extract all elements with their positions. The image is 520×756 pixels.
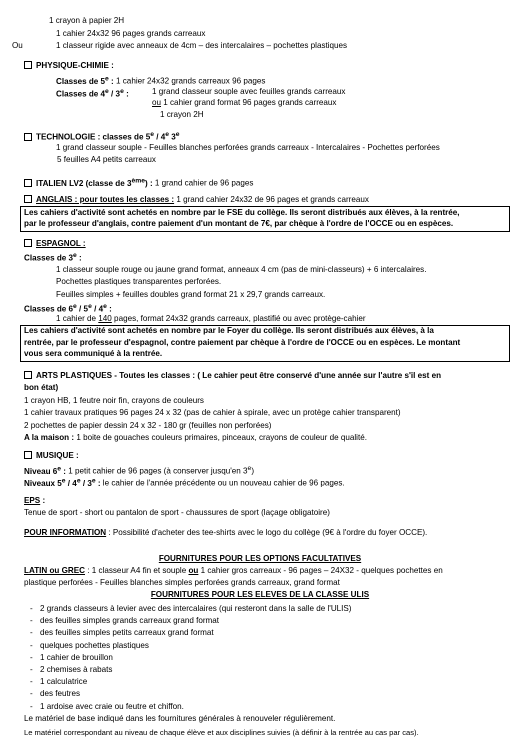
list-item-text: 2 chemises à rabats [40,665,113,674]
list-dash: - [30,665,33,674]
espagnol-heading: ESPAGNOL : [24,239,86,250]
list-dash: - [30,652,33,662]
checkbox-icon [24,133,32,141]
list-dash: - [30,628,33,638]
ulis-list-item [30,665,112,676]
espagnol-l4: 1 cahier de 140 pages, format 24x32 grands carreaux, plastifié ou avec protège-cahier [56,314,366,323]
ulis-list-item [30,604,352,615]
list-item-text: 1 calculatrice [40,677,88,687]
checkbox-icon [24,195,32,203]
list-item-text: 1 cahier de brouillon [40,652,113,662]
options-latin-l1: LATIN ou GREC : 1 classeur A4 fin et souple ou 1 cahier gros carreaux - 96 pages – 24X32 - quelques pochettes en [24,566,443,575]
ulis-note-2: Le matériel correspondant au niveau de chaque élève et aux disciplines suivies (à définir à la rentrée au cas par cas). [24,728,419,737]
checkbox-icon [24,61,32,69]
ulis-heading: FOURNITURES POUR LES ELEVES DE LA CLASSE ULIS [150,590,370,599]
espagnol-c3: Classes de 3e : [24,252,82,263]
espagnol-box-l3: vous sera communiqué à la rentrée. [24,349,163,358]
physique-c43-label: Classes de 4e / 3e : [56,88,129,99]
top-line-3: 1 classeur rigide avec anneaux de 4cm – des intercalaires – pochettes plastiques [56,41,348,50]
espagnol-l2: Pochettes plastiques transparentes perforées. [56,277,222,286]
espagnol-box-l2: rentrée, par le professeur d'espagnol, contre paiement par chèque à l'ordre de l'OCCE ou en espèces. Le montant [24,338,461,347]
arts-l2: 1 cahier travaux pratiques 96 pages 24 x 32 (pas de cahier à spirale, avec un protège cahier transparent) [24,408,401,417]
ulis-list-item [30,689,80,700]
list-dash: - [30,616,33,626]
techno-l1: 1 grand classeur souple - Feuilles blanches perforées grands carreaux - Intercalaires - Pochettes perforées [56,143,440,152]
musique-n6: Niveau 6e : 1 petit cahier de 96 pages (à conserver jusqu'en 3e) [24,465,255,476]
list-item-text: quelques pochettes plastiques [40,640,149,650]
arts-l1: 1 crayon HB, 1 feutre noir fin, crayons de couleurs [24,396,204,405]
espagnol-c654: Classes de 6e / 5e / 4e : [24,303,112,314]
physique-c5: Classes de 5e : 1 cahier 24x32 grands carreaux 96 pages [56,75,266,86]
checkbox-icon [24,179,32,187]
anglais-box-l2: par le professeur d'anglais, contre paiement d'un montant de 7€, par chèque à l'ordre de l'OCCE ou en espèces. [24,219,454,228]
eps-heading: EPS : [24,496,46,505]
ulis-list-item [30,677,87,688]
list-dash: - [30,689,33,699]
ulis-list-item [30,641,149,652]
italien-line: ITALIEN LV2 (classe de 3ème) : 1 grand cahier de 96 pages [24,176,253,189]
physique-c43-l3: 1 crayon 2H [160,110,204,119]
list-dash: - [30,640,33,650]
options-latin-l2: plastique perforées - Feuilles blanches simples perforées grands carreaux, grand format [24,578,340,587]
checkbox-icon [24,239,32,247]
list-item-text: des feutres [40,689,81,699]
ulis-note-1: Le matériel de base indiqué dans les fournitures générales à renouveler régulièrement. [24,714,336,723]
arts-heading-l2: bon état) [24,383,59,392]
anglais-line: ANGLAIS : pour toutes les classes : 1 grand cahier 24x32 de 96 pages et grands carreaux [24,195,369,206]
list-dash: - [30,677,33,687]
arts-maison: A la maison : 1 boite de gouaches couleurs primaires, pinceaux, crayons de couleur de qualité. [24,433,367,442]
top-line-2: 1 cahier 24x32 96 pages grands carreaux [56,29,206,38]
physique-c43-l1: 1 grand classeur souple avec feuilles grands carreaux [152,87,346,96]
techno-l2: 5 feuilles A4 petits carreaux [57,155,156,164]
eps-text: Tenue de sport - short ou pantalon de sport - chaussures de sport (laçage obligatoire) [24,508,330,517]
techno-heading: TECHNOLOGIE : classes de 5e / 4e 3e [24,130,180,143]
ulis-list-item [30,653,113,664]
list-dash: - [30,604,33,613]
ulis-list-item [30,702,184,713]
espagnol-box-l1: Les cahiers d'activité sont achetés en nombre par le Foyer du collège. Ils seront distribués aux élèves, à la [24,326,434,335]
musique-n543: Niveaux 5e / 4e / 3e : le cahier de l'année précédente ou un nouveau cahier de 96 pages. [24,477,345,488]
list-item-text: des feuilles simples grands carreaux grand format [40,616,220,626]
ulis-list-item [30,628,214,639]
espagnol-l3: Feuilles simples + feuilles doubles grand format 21 x 29,7 grands carreaux. [56,290,326,299]
list-dash: - [30,701,33,711]
arts-heading: ARTS PLASTIQUES - Toutes les classes : ( Le cahier peut être conservé d'une année sur l'autre s'il est en [24,371,441,382]
physique-heading: PHYSIQUE-CHIMIE : [24,61,114,72]
options-heading: FOURNITURES POUR LES OPTIONS FACULTATIVES [158,554,362,563]
list-item-text: des feuilles simples petits carreaux grand format [40,628,214,638]
list-item-text: 1 ardoise avec craie ou feutre et chiffon. [40,701,184,711]
arts-l3: 2 pochettes de papier dessin 24 x 32 - 180 gr (feuilles non perforées) [24,421,272,430]
info-line: POUR INFORMATION : Possibilité d'acheter des tee-shirts avec le logo du collège (9€ à l'ordre du foyer OCCE). [24,528,428,537]
top-line-1: 1 crayon à papier 2H [49,16,125,25]
physique-c43-l2: ou 1 cahier grand format 96 pages grands carreaux [152,98,337,107]
espagnol-l1: 1 classeur souple rouge ou jaune grand format, anneaux 4 cm (pas de mini-classeurs) + 6 intercalaires. [56,265,427,274]
checkbox-icon [24,371,32,379]
anglais-box-l1: Les cahiers d'activité sont achetés en nombre par le FSE du collège. Ils seront distribués aux élèves, à la rentrée, [24,208,460,217]
top-ou: Ou [12,41,23,50]
checkbox-icon [24,451,32,459]
list-item-text: 2 grands classeurs à levier avec des intercalaires (qui resteront dans la salle de l'ULIS) [40,604,352,613]
ulis-list-item [30,616,219,627]
musique-heading: MUSIQUE : [24,451,79,462]
